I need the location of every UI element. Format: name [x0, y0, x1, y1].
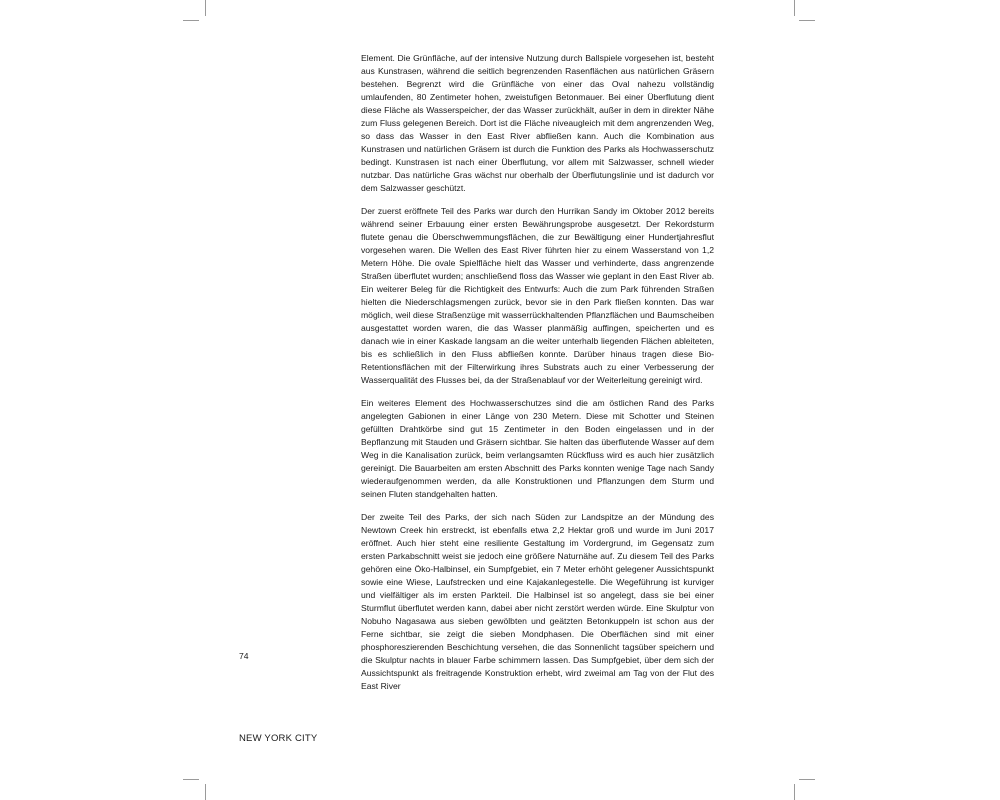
paragraph-3: Ein weiteres Element des Hochwasserschutzes sind die am östlichen Rand des Parks angelegten Gabionen in einer Länge von 230 Metern. Diese mit Schotter und Steinen gefüllten Drahtkörbe sind gut 15 Zentimeter in den Boden eingelassen und in der Bepflanzung mit Stauden und Gräsern sichtbar. Sie halten das überflutende Wasser auf dem Weg in die Kanalisation zurück, beim verlangsamten Rückfluss wird es auch hier zusätzlich gereinigt. Die Bauarbeiten am ersten Abschnitt des Parks konnten wenige Tage nach Sandy wiederaufgenommen werden, da alle Konstruktionen und Pflanzungen dem Sturm und seinen Fluten standgehalten hatten.	[361, 398, 714, 499]
crop-mark-top-right-h	[799, 20, 815, 21]
crop-mark-bottom-right	[794, 784, 795, 800]
crop-mark-top-left	[205, 0, 206, 16]
crop-mark-bottom-left-h	[183, 779, 199, 780]
crop-mark-bottom-right-h	[799, 779, 815, 780]
page-number: 74	[239, 651, 249, 661]
paragraph-2: Der zuerst eröffnete Teil des Parks war durch den Hurrikan Sandy im Oktober 2012 bereits während seiner Erbauung einer ersten Bewährungsprobe ausgesetzt. Der Rekordsturm flutete genau die Überschwemmungsflächen, die zur Bewältigung einer Hundertjahresflut vorgesehen waren. Die Wellen des East River führten hier zu einem Wasserstand von 1,2 Metern Höhe. Die ovale Spielfläche hielt das Wasser und verhinderte, dass angrenzende Straßen überflutet wurden; anschließend floss das Wasser wie geplant in den East River ab. Ein weiterer Beleg für die Richtigkeit des Entwurfs: Auch die zum Park führenden Straßen hielten die Niederschlagsmengen zurück, bevor sie in den Park fließen konnten. Das war möglich, weil diese Straßenzüge mit wasserrückhaltenden Pflanzflächen und Baumscheiben ausgestattet worden waren, die das Wasser planmäßig auffingen, speicherten und es danach wie in einer Kaskade langsam an die weiter unterhalb liegenden Flächen ableiteten, bis es schließlich in den Fluss abfließen konnte. Darüber hinaus tragen diese Bio-Retentionsflächen mit der Filterwirkung ihres Substrats auch zu einer Verbesserung der Wasserqualität des Flusses bei, da der Straßenablauf vor der Weiterleitung gereinigt wird.	[361, 206, 714, 385]
crop-mark-top-right	[794, 0, 795, 16]
paragraph-1: Element. Die Grünfläche, auf der intensive Nutzung durch Ballspiele vorgesehen ist, besteht aus Kunstrasen, während die seitlich begrenzenden Rasenflächen aus natürlichen Gräsern bestehen. Begrenzt wird die Grünfläche von einer das Oval nahezu vollständig umlaufenden, 80 Zentimeter hohen, zweistufigen Betonmauer. Bei einer Überflutung dient diese Fläche als Wasserspeicher, der das Wasser zurückhält, außer in dem in direkter Nähe zum Fluss gelegenen Bereich. Dort ist die Fläche niveaugleich mit dem angrenzenden Weg, so dass das Wasser in den East River abfließen kann. Auch die Kombination aus Kunstrasen und natürlichen Gräsern ist durch die Funktion des Parks als Hochwasserschutz bedingt. Kunstrasen ist nach einer Überflutung, vor allem mit Salzwasser, schnell wieder nutzbar. Das natürliche Gras wächst nur oberhalb der Überflutungslinie und ist dadurch vor dem Salzwasser geschützt.	[361, 53, 714, 193]
body-text-column	[361, 52, 714, 703]
crop-mark-top-left-h	[183, 20, 199, 21]
running-foot: NEW YORK CITY	[239, 733, 318, 744]
paragraph-4: Der zweite Teil des Parks, der sich nach Süden zur Landspitze an der Mündung des Newtown Creek hin erstreckt, ist ebenfalls etwa 2,2 Hektar groß und wurde im Juni 2017 eröffnet. Auch hier steht eine resiliente Gestaltung im Vordergrund, im Gegensatz zum ersten Parkabschnitt weist sie jedoch eine größere Naturnähe auf. Zu diesem Teil des Parks gehören eine Öko-Halbinsel, ein Sumpfgebiet, ein 7 Meter erhöht gelegener Aussichtspunkt sowie eine Wiese, Laufstrecken und eine Kajakanlegestelle. Die Wegeführung ist kurviger und vielfältiger als im ersten Parkteil. Die Halbinsel ist so angelegt, dass sie bei einer Sturmflut überflutet werden kann, dabei aber nicht zerstört werden würde. Eine Skulptur von Nobuho Nagasawa aus sieben gewölbten und geätzten Betonkuppeln ist schon aus der Ferne sichtbar, sie zeigt die sieben Mondphasen. Die Oberflächen sind mit einer phosphoreszierenden Beschichtung versehen, die das Sonnenlicht tagsüber speichern und die Skulptur nachts in blauer Farbe schimmern lassen. Das Sumpfgebiet, über dem sich der Aussichtspunkt als freitragende Konstruktion erhebt, wird zweimal am Tag von der Flut des East River	[361, 512, 714, 691]
crop-mark-bottom-left	[205, 784, 206, 800]
